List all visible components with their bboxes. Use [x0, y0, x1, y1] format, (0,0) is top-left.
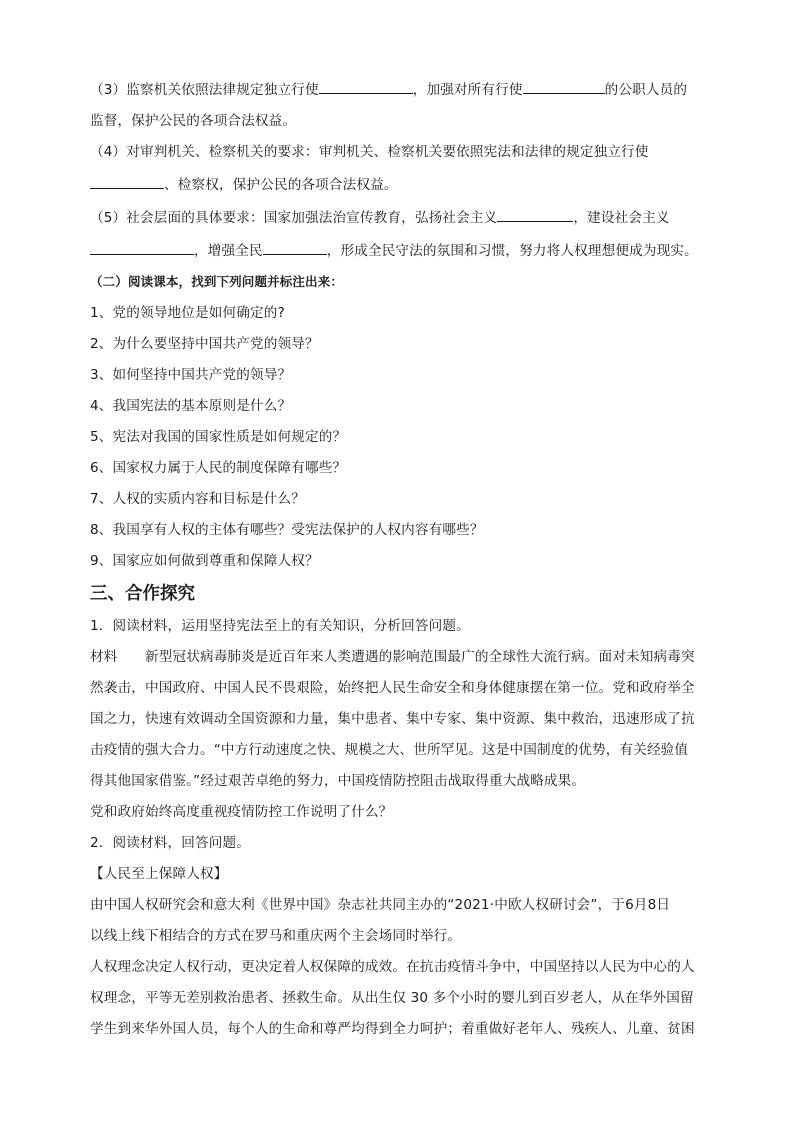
answer-blank[interactable] [90, 173, 164, 189]
section-2-title: （二）阅读课本，找到下列问题并标注出来： [90, 274, 344, 289]
item-3-line-1 [90, 78, 704, 100]
item-5-text-c: ，增强全民 [194, 243, 263, 259]
item-5-text-a: （5）社会层面的具体要求：国家加强法治宣传教育，弘扬社会主义 [90, 210, 498, 226]
item-3-line-2: 监督，保护公民的各项合法权益。 [90, 113, 297, 129]
question-item: 9、国家应如何做到尊重和保障人权？ [90, 553, 319, 569]
material-line: 得其他国家借鉴。”经过艰苦卓绝的努力，中国疫情防控阻击战取得重大战略成果。 [90, 773, 586, 789]
answer-blank[interactable] [90, 239, 194, 255]
question-item: 5、宪法对我国的国家性质是如何规定的？ [90, 429, 347, 445]
q2-line: 权理念，平等无差别救治患者、拯救生命。从出生仅 30 多个小时的婴儿到百岁老人，从在华外国留 [90, 990, 694, 1006]
material-line: 击疫情的强大合力。“中方行动速度之快、规模之大、世所罕见。这是中国制度的优势，有关经验值 [90, 742, 689, 758]
answer-blank[interactable] [319, 78, 413, 94]
q1-question: 党和政府始终高度重视疫情防控工作说明了什么？ [90, 804, 393, 820]
item-4-text: 、检察权，保护公民的各项合法权益。 [164, 177, 398, 193]
material-line: 然袭击，中国政府、中国人民不畏艰险，始终把人民生命安全和身体健康摆在第一位。党和政府举全 [90, 680, 695, 696]
question-item: 6、国家权力属于人民的制度保障有哪些？ [90, 460, 347, 476]
q2-prompt: 2．阅读材料，回答问题。 [90, 835, 250, 851]
section-3-heading: 三、合作探究 [90, 584, 195, 604]
q2-line: 由中国人权研究会和意大利《世界中国》杂志社共同主办的“2021·中欧人权研讨会”，于6月8日 [90, 897, 671, 913]
item-3-text-c: 的公职人员的 [604, 82, 688, 98]
question-item: 7、人权的实质内容和目标是什么？ [90, 491, 305, 507]
document-content [90, 78, 704, 1039]
question-item: 2、为什么要坚持中国共产党的领导？ [90, 336, 319, 352]
item-3-text-b: ，加强对所有行使 [412, 82, 523, 98]
item-5-line-2 [90, 239, 704, 261]
q2-line: 人权理念决定人权行动，更决定着人权保障的成效。在抗击疫情斗争中，中国坚持以人民为中心的人 [90, 959, 695, 975]
answer-blank[interactable] [497, 206, 573, 222]
q2-title: 【人民至上保障人权】 [90, 866, 228, 882]
question-item: 3、如何坚持中国共产党的领导？ [90, 367, 292, 383]
item-5-text-d: ，形成全民守法的氛围和习惯，努力将人权理想便成为现实。 [326, 243, 698, 259]
question-item: 4、我国宪法的基本原则是什么？ [90, 398, 292, 414]
item-4-line-1: （4）对审判机关、检察机关的要求：审判机关、检察机关要依照宪法和法律的规定独立行使 [90, 144, 649, 160]
q1-prompt: 1．阅读材料，运用坚持宪法至上的有关知识，分析回答问题。 [90, 618, 470, 634]
question-item: 1、党的领导地位是如何确定的? [90, 305, 285, 321]
q2-line: 学生到来华外国人员，每个人的生命和尊严均得到全力呵护；着重做好老年人、残疾人、儿童、贫困 [90, 1021, 695, 1037]
item-4-line-2 [90, 173, 704, 195]
question-item: 8、我国享有人权的主体有哪些？受宪法保护的人权内容有哪些？ [90, 522, 484, 538]
answer-blank[interactable] [263, 239, 327, 255]
q2-line: 以线上线下相结合的方式在罗马和重庆两个主会场同时举行。 [90, 928, 462, 944]
item-3-text-a: （3）监察机关依照法律规定独立行使 [90, 82, 319, 98]
item-5-text-b: ，建设社会主义 [573, 210, 670, 226]
answer-blank[interactable] [523, 78, 605, 94]
material-line: 国之力，快速有效调动全国资源和力量，集中患者、集中专家、集中资源、集中救治，迅速形成了抗 [90, 711, 695, 727]
material-line: 材料 新型冠状病毒肺炎是近百年来人类遭遇的影响范围最广的全球性大流行病。面对未知病毒突 [90, 649, 695, 665]
item-5-line-1 [90, 206, 704, 228]
